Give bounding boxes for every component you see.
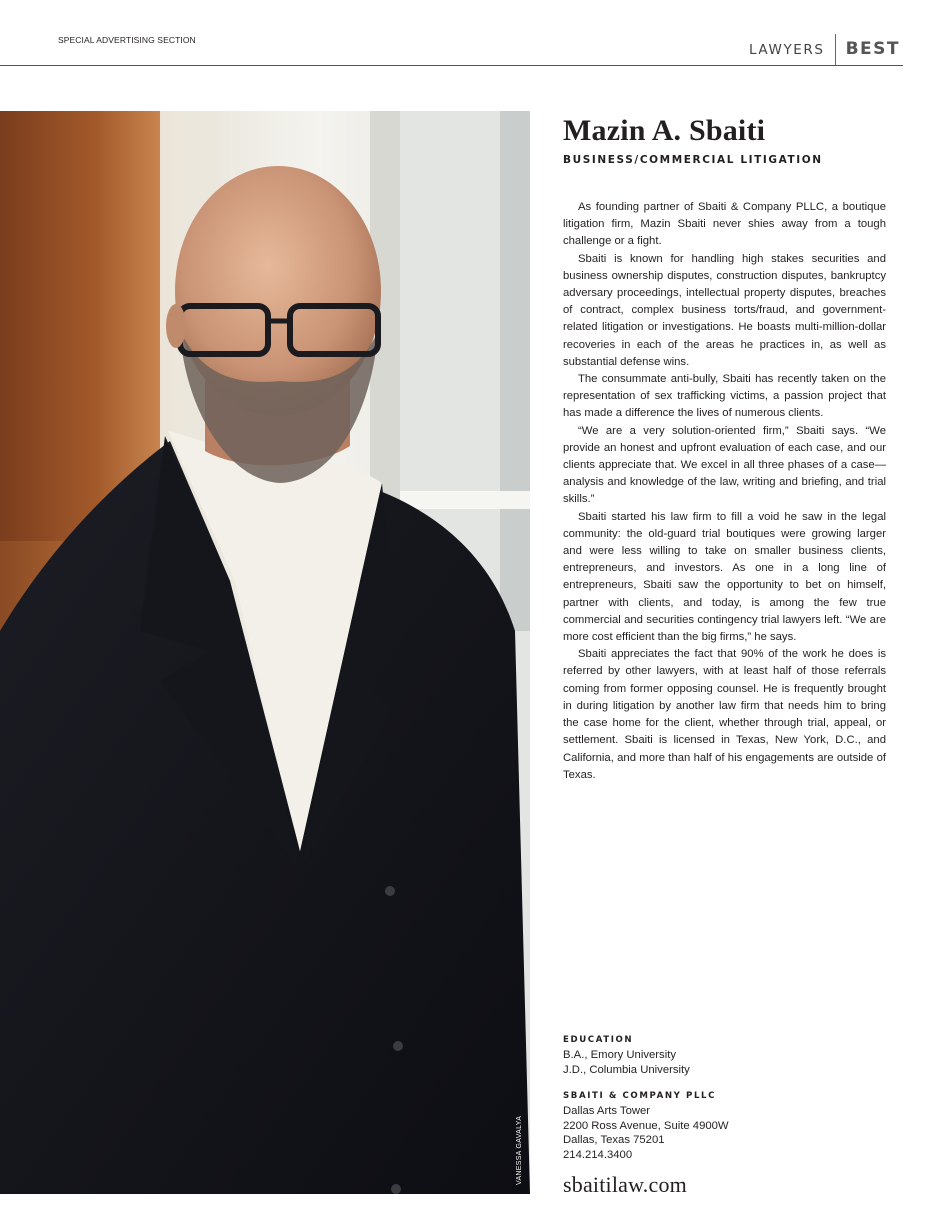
- profile-body: [563, 199, 886, 784]
- body-paragraph: The consummate anti-bully, Sbaiti has recently taken on the representation of sex trafficking victims, a passion project that has made a difference the lives of numerous clients.: [563, 373, 886, 420]
- portrait-photo: [0, 111, 530, 1194]
- firm-address-line: Dallas, Texas 75201: [563, 1134, 665, 1147]
- header-rule: [0, 65, 903, 66]
- attorney-name: Mazin A. Sbaiti: [563, 114, 766, 147]
- education-heading: EDUCATION: [563, 1035, 634, 1045]
- firm-address-line: Dallas Arts Tower: [563, 1105, 651, 1117]
- body-paragraph: Sbaiti appreciates the fact that 90% of the work he does is referred by other lawyers, with at least half of those referrals coming from former opposing counsel. He is frequently brought in during litigation by another law firm that needs him to bring the case home for the client, whether through trial, appeal, or settlement. Sbaiti is licensed in Texas, New York, D.C., and California, and more than half of his engagements are outside of Texas.: [563, 648, 886, 781]
- education-line: B.A., Emory University: [563, 1049, 676, 1061]
- body-paragraph: Sbaiti started his law firm to fill a void he saw in the legal community: the old-guard trial boutiques were growing larger and were less willing to take on smaller business clients, entrepreneurs, and investors. As one in a long line of entrepreneurs, Sbaiti saw the opportunity to bet on himself, partner with clients, and today, is among the few true commercial and securities contingency trial lawyers left. “We are more cost efficient than the big firms,” he says.: [563, 510, 886, 644]
- firm-block: [563, 1091, 729, 1162]
- photo-credit: VANESSA GAVALYA: [516, 1115, 523, 1185]
- firm-phone: 214.214.3400: [563, 1148, 633, 1161]
- section-label: SPECIAL ADVERTISING SECTION: [58, 35, 196, 45]
- education-line: J.D., Columbia University: [563, 1063, 690, 1076]
- body-paragraph: As founding partner of Sbaiti & Company PLLC, a boutique litigation firm, Mazin Sbaiti never shies away from a tough challenge or a fight.: [563, 201, 886, 248]
- firm-heading: SBAITI & COMPANY PLLC: [563, 1091, 717, 1101]
- education-block: [563, 1035, 690, 1077]
- firm-address-line: 2200 Ross Avenue, Suite 4900W: [563, 1119, 729, 1132]
- body-paragraph: Sbaiti is known for handling high stakes securities and business ownership disputes, construction disputes, bankruptcy adversary proceedings, intellectual property disputes, breaches of contract, complex business torts/fraud, and government-related litigation or investigations. He boasts multi-million-dollar recoveries in each of the areas he practices in, as well as substantial defense wins.: [563, 252, 886, 368]
- body-paragraph: “We are a very solution-oriented firm,” Sbaiti says. “We provide an honest and upfront evaluation of each case, and our clients appreciate that. We excel in all three phases of a case—analysis and knowledge of the law, writing and briefing, and trial skills.”: [563, 424, 886, 506]
- portrait-illustration: [0, 111, 530, 1194]
- website-link[interactable]: sbaitilaw.com: [563, 1172, 687, 1197]
- brand-lawyers: LAWYERS: [748, 42, 825, 58]
- publication-brand: [749, 34, 900, 64]
- practice-area: BUSINESS/COMMERCIAL LITIGATION: [563, 154, 823, 166]
- brand-best: BEST: [845, 39, 900, 59]
